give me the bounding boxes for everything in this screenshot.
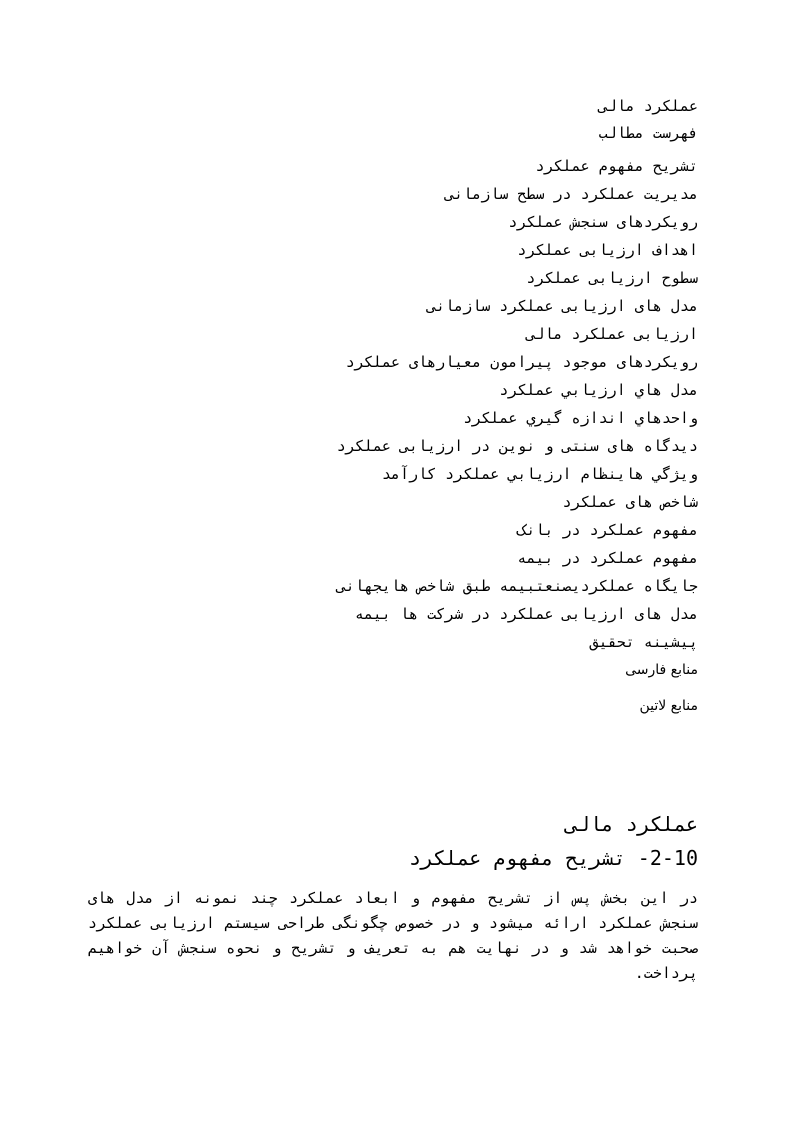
section-title: عملکرد مالی xyxy=(565,812,698,836)
toc-heading-contents: فهرست مطالب xyxy=(598,124,698,142)
toc-item: مدل هاي ارزيابي عملكرد xyxy=(499,381,698,399)
toc-item: واحدهاي اندازه گيري عملكرد xyxy=(463,409,698,427)
toc-item: شاخص های عملکرد xyxy=(562,493,698,511)
toc-item: دیدگاه های سنتی و نوین در ارزیابی عملکرد xyxy=(336,437,698,455)
toc-item: جایگاه عملکردیصنعتبیمه طبق شاخص هایجهانی xyxy=(336,577,698,595)
toc-item: مفهوم عملکرد در بیمه xyxy=(517,549,698,567)
toc-item: پیشینه تحقیق xyxy=(589,633,698,651)
toc-item: مدل های ارزیابی عملکرد در شرکت ها بیمه xyxy=(354,605,698,623)
section-paragraph: در این بخش پس از تشریح مفهوم و ابعاد عملکرد چند نمونه از مدل های سنجش عملکرد ارائه میشود و در خصوص چگونگی طراحی سیستم ارزیابی عملکرد صحبت خواهد شد و در نهایت هم به تعریف و تشریح و نحوه سنجش آن خواهیم پرداخت. xyxy=(88,889,698,982)
toc-item: سطوح ارزیابی عملکرد xyxy=(526,269,698,287)
toc-item: مدل های ارزیابی عملکرد سازمانی xyxy=(427,297,698,315)
toc-item: ويژگي هاينظام ارزيابي عملكرد كارآمد xyxy=(381,465,698,483)
toc-item: مدیریت عملکرد در سطح سازمانی xyxy=(445,185,698,203)
toc-item: منابع فارسی xyxy=(625,662,698,678)
toc-item: منابع لاتین xyxy=(639,698,698,714)
section-block xyxy=(88,808,698,986)
toc-heading-main: عملکرد مالی xyxy=(598,97,698,115)
toc-item: ارزیابی عملکرد مالی xyxy=(526,325,698,343)
toc-item: اهداف ارزیابی عملکرد xyxy=(517,241,698,259)
toc-item: مفهوم عملکرد در بانک xyxy=(517,521,698,539)
toc-item: تشریح مفهوم عملکرد xyxy=(535,157,698,175)
toc-item: رویکردهای موجود پیرامون معیارهای عملکرد xyxy=(345,353,698,371)
section-subtitle: 2-10- تشریح مفهوم عملکرد xyxy=(409,846,698,870)
toc-item: رویکردهای سنجش عملکرد xyxy=(508,213,698,231)
table-of-contents xyxy=(178,92,698,720)
